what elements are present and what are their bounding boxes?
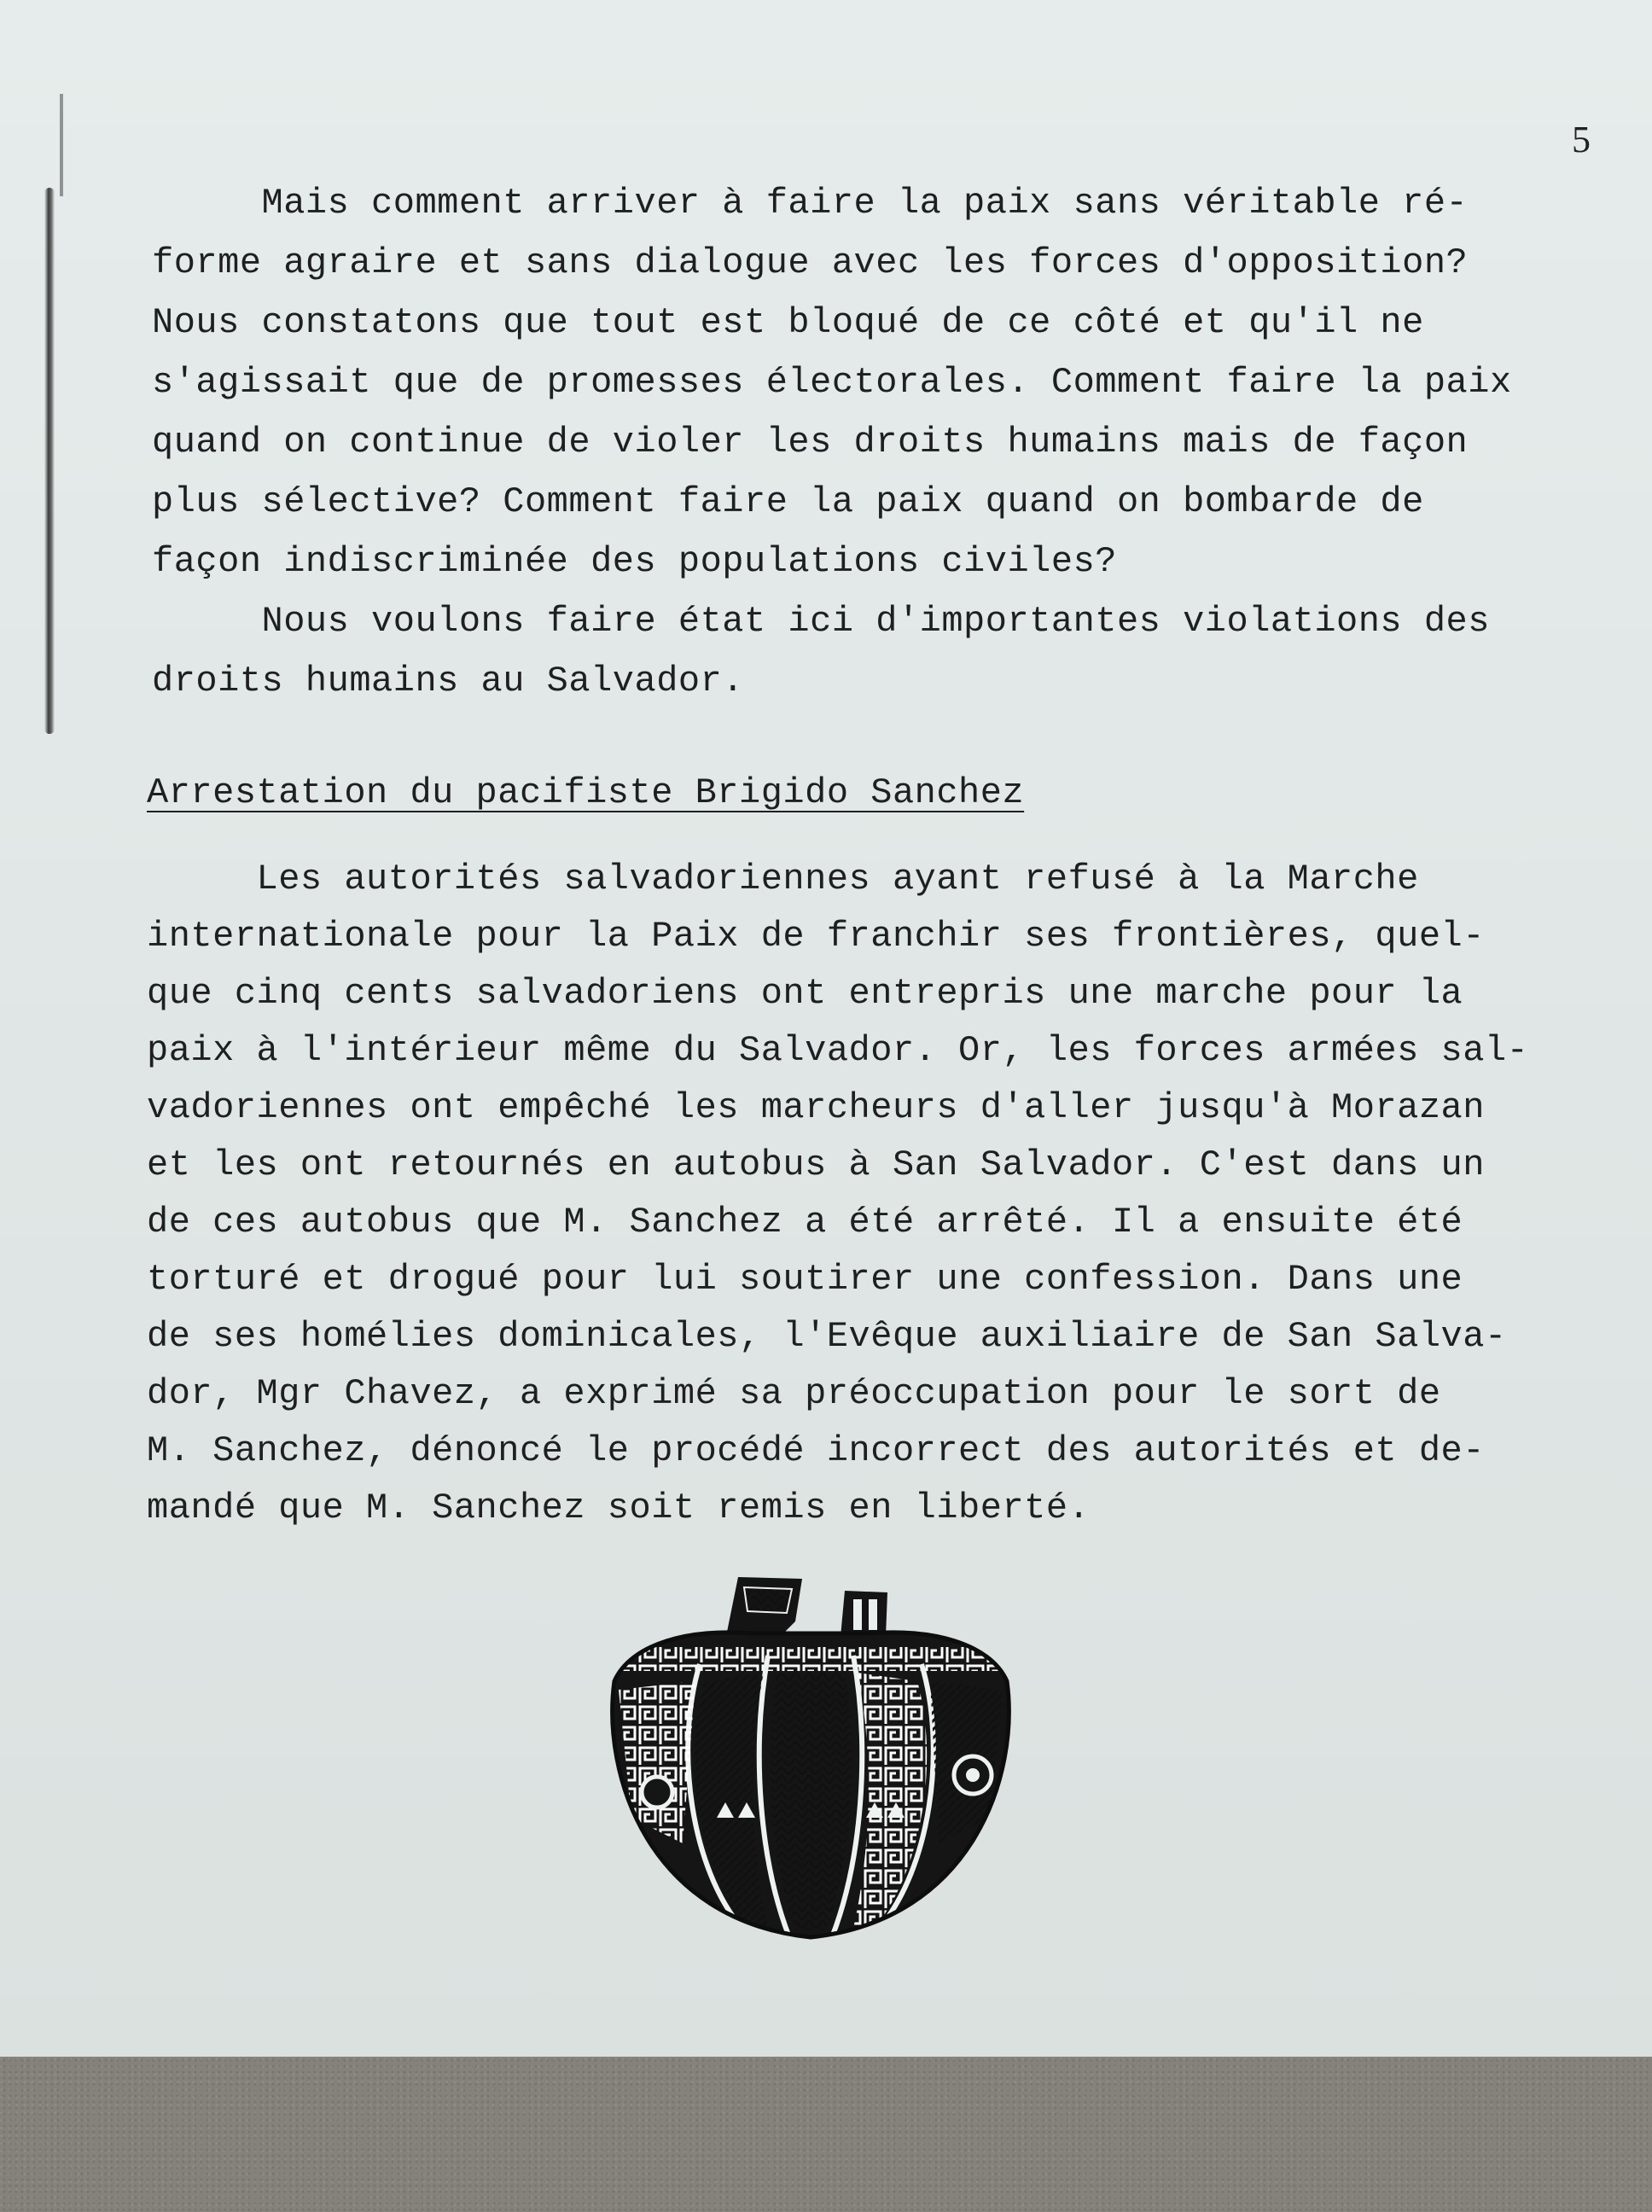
section-line: internationale pour la Paix de franchir ses frontières, quel- (147, 916, 1485, 957)
intro-line: forme agraire et sans dialogue avec les forces d'opposition? (152, 242, 1469, 283)
intro-line: Nous voulons faire état ici d'importantes violations des (152, 601, 1490, 642)
intro-line: droits humains au Salvador. (152, 661, 745, 701)
section-line: et les ont retournés en autobus à San Salvador. C'est dans un (147, 1144, 1485, 1185)
section-line: de ses homélies dominicales, l'Evêque auxiliaire de San Salva- (147, 1316, 1507, 1357)
section-line: Les autorités salvadoriennes ayant refusé à la Marche (147, 859, 1419, 899)
section-line: dor, Mgr Chavez, a exprimé sa préoccupation pour le sort de (147, 1373, 1441, 1414)
intro-line: façon indiscriminée des populations civiles? (152, 541, 1117, 582)
intro-line: Mais comment arriver à faire la paix sans véritable ré- (152, 183, 1469, 224)
section-line: torturé et drogué pour lui soutirer une confession. Dans une (147, 1259, 1463, 1300)
page-number: 5 (1572, 119, 1591, 160)
intro-line: Nous constatons que tout est bloqué de ce côté et qu'il ne (152, 302, 1424, 343)
desk-surface (0, 2057, 1652, 2212)
intro-line: s'agissait que de promesses électorales. Comment faire la paix (152, 362, 1512, 403)
intro-line: quand on continue de violer les droits humains mais de façon (152, 422, 1469, 463)
section-heading: Arrestation du pacifiste Brigido Sanchez (147, 772, 1025, 813)
pottery-vessel-illustration (597, 1562, 1024, 1963)
section-line: mandé que M. Sanchez soit remis en liberté. (147, 1487, 1091, 1528)
section-line: paix à l'intérieur même du Salvador. Or, les forces armées sal- (147, 1030, 1529, 1071)
section-line: vadoriennes ont empêché les marcheurs d'aller jusqu'à Morazan (147, 1087, 1485, 1128)
section-line: M. Sanchez, dénoncé le procédé incorrect des autorités et de- (147, 1430, 1485, 1471)
binding-shadow-top (60, 94, 63, 196)
section-line: de ces autobus que M. Sanchez a été arrêté. Il a ensuite été (147, 1202, 1463, 1243)
intro-line: plus sélective? Comment faire la paix quand on bombarde de (152, 481, 1424, 522)
binding-shadow (44, 188, 55, 734)
section-line: que cinq cents salvadoriens ont entrepris une marche pour la (147, 973, 1463, 1014)
